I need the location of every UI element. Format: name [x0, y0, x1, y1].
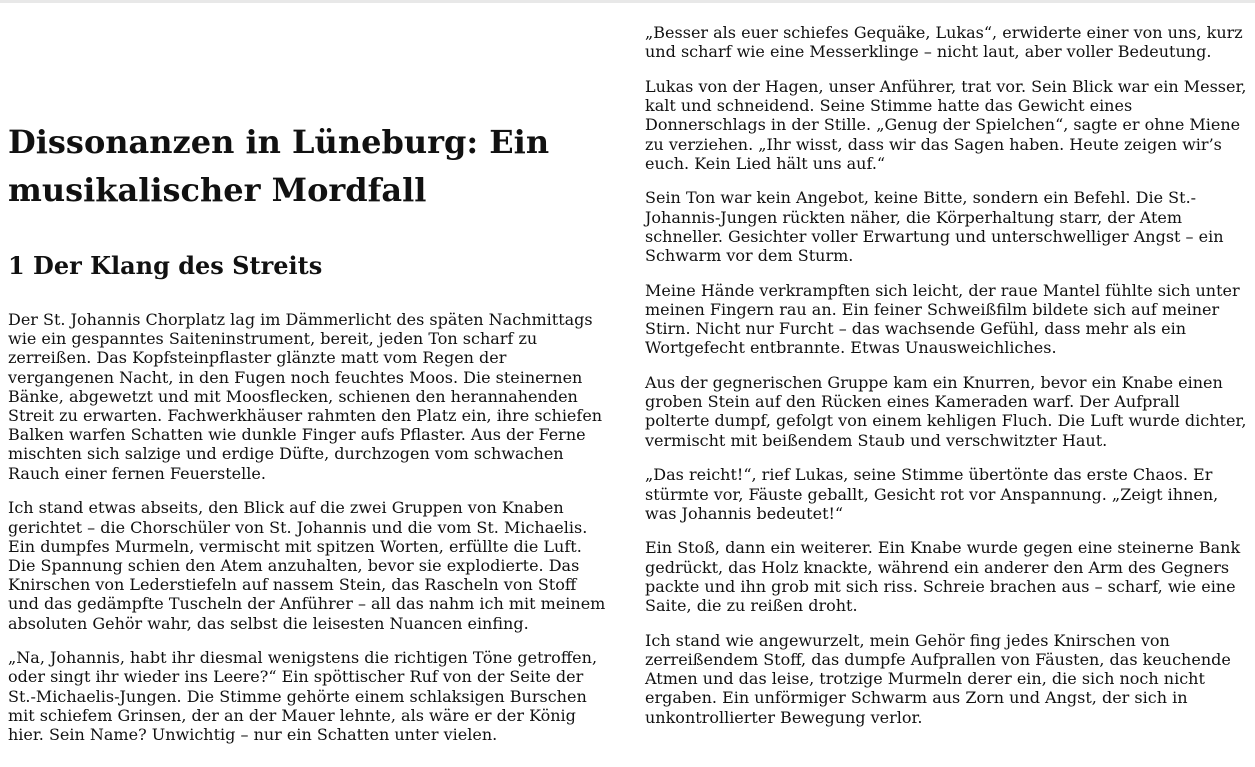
- paragraph: Der St. Johannis Chorplatz lag im Dämmerlicht des späten Nachmittags wie ein gespanntes Saiteninstrument, bereit, jeden Ton scharf zu zerreißen. Das Kopfsteinpflaster glänzte matt vom Regen der vergangenen Nacht, in den Fugen noch feuchtes Moos. Die steinernen Bänke, abgewetzt und mit Moosflecken, schienen den herannahenden Streit zu erwarten. Fachwerkhäuser rahmten den Platz ein, ihre schiefen Balken warfen Schatten wie dunkle Finger aufs Pflaster. Aus der Ferne mischten sich salzige und erdige Düfte, durchzogen vom schwachen Rauch einer fernen Feuerstelle.: [8, 310, 603, 483]
- top-divider: [0, 0, 1255, 3]
- paragraph: Sein Ton war kein Angebot, keine Bitte, sondern ein Befehl. Die St.-Johannis-Jungen rückten näher, die Körperhaltung starr, der Atem schneller. Gesichter voller Erwartung und unterschwelliger Angst – ein Schwarm vor dem Sturm.: [645, 188, 1224, 266]
- paragraph: Ich stand etwas abseits, den Blick auf die zwei Gruppen von Knaben gerichtet – die Chorschüler von St. Johannis und die vom St. Michaelis. Ein dumpfes Murmeln, vermischt mit spitzen Worten, erfüllte die Luft. Die Spannung schien den Atem anzuhalten, bevor sie explodierte. Das Knirschen von Lederstiefeln auf nassem Stein, das Rascheln von Stoff und das gedämpfte Tuscheln der Anführer – all das nahm ich mit meinem absoluten Gehör wahr, das selbst die leisesten Nuancen einfing.: [8, 498, 606, 633]
- paragraph: Ich stand wie angewurzelt, mein Gehör fing jedes Knirschen von zerreißendem Stoff, das dumpfe Aufprallen von Fäusten, das keuchende Atmen und das leise, trotzige Murmeln derer ein, die sich noch nicht ergaben. Ein unförmiger Schwarm aus Zorn und Angst, der sich in unkontrollierter Bewegung verlor.: [645, 630, 1231, 727]
- left-paragraphs: [8, 310, 608, 760]
- chapter-heading: 1 Der Klang des Streits: [8, 251, 323, 280]
- paragraph: „Das reicht!“, rief Lukas, seine Stimme übertönte das erste Chaos. Er stürmte vor, Fäuste geballt, Gesicht rot vor Anspannung. „Zeigt ihnen, was Johannis bedeutet!“: [645, 465, 1219, 523]
- paragraph: „Besser als euer schiefes Gequäke, Lukas“, erwiderte einer von uns, kurz und scharf wie eine Messerklinge – nicht laut, aber voller Bedeutung.: [645, 23, 1243, 62]
- document-title: Dissonanzen in Lüneburg: Ein musikalischer Mordfall: [8, 123, 550, 209]
- paragraph: Aus der gegnerischen Gruppe kam ein Knurren, bevor ein Knabe einen groben Stein auf den Rücken eines Kameraden warf. Der Aufprall polterte dumpf, gefolgt von einem kehligen Fluch. Die Luft wurde dichter, vermischt mit beißendem Staub und verschwitzter Haut.: [645, 373, 1247, 450]
- right-paragraphs: [645, 23, 1247, 742]
- paragraph: Lukas von der Hagen, unser Anführer, trat vor. Sein Blick war ein Messer, kalt und schneidend. Seine Stimme hatte das Gewicht eines Donnerschlags in der Stille. „Genug der Spielchen“, sagte er ohne Miene zu verziehen. „Ihr wisst, dass wir das Sagen haben. Heute zeigen wir’s euch. Kein Lied hält uns auf.“: [645, 76, 1247, 173]
- paragraph: Ein Stoß, dann ein weiterer. Ein Knabe wurde gegen eine steinerne Bank gedrückt, das Holz knackte, während ein anderer den Arm des Gegners packte und ihn grob mit sich riss. Schreie brachen aus – scharf, wie eine Saite, die zu reißen droht.: [645, 538, 1241, 616]
- paragraph: „Na, Johannis, habt ihr diesmal wenigstens die richtigen Töne getroffen, oder singt ihr wieder ins Leere?“ Ein spöttischer Ruf von der Seite der St.-Michaelis-Jungen. Die Stimme gehörte einem schlaksigen Burschen mit schiefem Grinsen, der an der Mauer lehnte, als wäre er der König hier. Sein Name? Unwichtig – nur ein Schatten unter vielen.: [8, 648, 598, 745]
- paragraph: Meine Hände verkrampften sich leicht, der raue Mantel fühlte sich unter meinen Fingern rau an. Ein feiner Schweißfilm bildete sich auf meiner Stirn. Nicht nur Furcht – das wachsende Gefühl, dass mehr als ein Wortgefecht entbrannte. Etwas Unausweichliches.: [645, 280, 1240, 358]
